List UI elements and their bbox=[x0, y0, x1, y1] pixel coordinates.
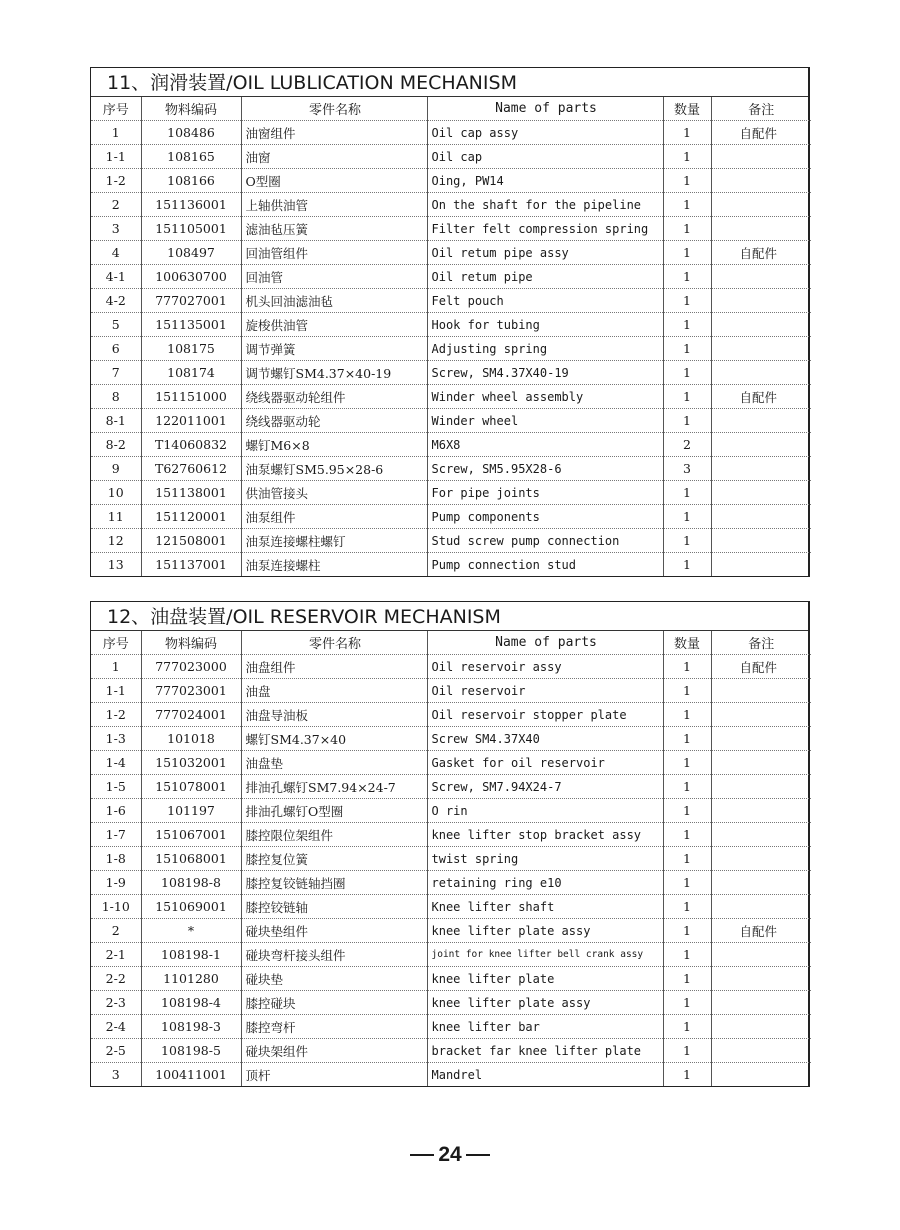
table-cell: 151032001 bbox=[141, 751, 241, 775]
table-cell bbox=[711, 679, 811, 703]
table-cell bbox=[711, 823, 811, 847]
table-row bbox=[91, 1015, 811, 1039]
table-cell: 自配件 bbox=[711, 121, 811, 145]
section-title: 12、油盘装置/OIL RESERVOIR MECHANISM bbox=[91, 602, 808, 631]
table-cell: 3 bbox=[663, 457, 711, 481]
table-cell bbox=[711, 1039, 811, 1063]
table-cell: 顶杆 bbox=[241, 1063, 427, 1087]
table-row bbox=[91, 385, 811, 409]
table-cell: knee lifter plate bbox=[427, 967, 663, 991]
table-cell bbox=[711, 337, 811, 361]
table-cell: 1-2 bbox=[91, 169, 141, 193]
table-cell: 1 bbox=[663, 823, 711, 847]
table-cell: 3 bbox=[111, 1067, 120, 1082]
table-cell: 调节螺钉SM4.37×40-19 bbox=[241, 361, 427, 385]
table-cell: 8 bbox=[91, 385, 141, 409]
table-cell: 1 bbox=[663, 505, 711, 529]
table-cell: T14060832 bbox=[141, 433, 241, 457]
table-cell: 上轴供油管 bbox=[241, 193, 427, 217]
table-cell: 5 bbox=[91, 313, 141, 337]
table-cell: 油盘垫 bbox=[241, 751, 427, 775]
table-cell: 膝控复铰链轴挡圈 bbox=[241, 871, 427, 895]
table-cell: 1-7 bbox=[91, 823, 141, 847]
table-cell: 自配件 bbox=[711, 655, 811, 679]
table-cell: knee lifter plate assy bbox=[427, 991, 663, 1015]
table-cell: 1 bbox=[663, 145, 711, 169]
table-cell: 4-1 bbox=[91, 265, 141, 289]
table-cell: Oil cap assy bbox=[427, 121, 663, 145]
table-cell: 1 bbox=[663, 847, 711, 871]
table-cell: 1-9 bbox=[91, 871, 141, 895]
table-cell: Gasket for oil reservoir bbox=[427, 751, 663, 775]
table-cell: 151120001 bbox=[141, 505, 241, 529]
table-cell: 1 bbox=[663, 655, 711, 679]
table-cell: joint for knee lifter bell crank assy bbox=[427, 943, 663, 967]
table-cell: 油泵连接螺柱 bbox=[241, 553, 427, 577]
column-header: 物料编码 bbox=[141, 97, 241, 121]
table-cell bbox=[711, 1015, 811, 1039]
table-cell bbox=[711, 313, 811, 337]
table-cell: 151136001 bbox=[141, 193, 241, 217]
table-row bbox=[91, 289, 811, 313]
table-cell: 1 bbox=[663, 289, 711, 313]
dash-right bbox=[466, 1154, 490, 1156]
table-cell: 旋梭供油管 bbox=[241, 313, 427, 337]
table-row bbox=[91, 145, 811, 169]
table-cell: 1-3 bbox=[91, 727, 141, 751]
table-cell: 膝控限位架组件 bbox=[241, 823, 427, 847]
table-cell: O型圈 bbox=[241, 169, 427, 193]
table-cell: 螺钉M6×8 bbox=[241, 433, 427, 457]
table-cell: On the shaft for the pipeline bbox=[427, 193, 663, 217]
table-row bbox=[91, 241, 811, 265]
table-cell: 6 bbox=[91, 337, 141, 361]
table-cell: knee lifter stop bracket assy bbox=[427, 823, 663, 847]
table-cell: bracket far knee lifter plate bbox=[427, 1039, 663, 1063]
table-row bbox=[91, 529, 811, 553]
table-cell: 108166 bbox=[141, 169, 241, 193]
table-cell: 膝控复位簧 bbox=[241, 847, 427, 871]
table-row bbox=[91, 217, 811, 241]
table-cell bbox=[711, 529, 811, 553]
table-cell: 108198-3 bbox=[141, 1015, 241, 1039]
table-cell: 1 bbox=[663, 775, 711, 799]
table-cell: Screw, SM5.95X28-6 bbox=[427, 457, 663, 481]
table-cell: 13 bbox=[107, 557, 124, 572]
table-cell: 油泵组件 bbox=[241, 505, 427, 529]
table-cell: Oil cap bbox=[427, 145, 663, 169]
table-cell: 螺钉SM4.37×40 bbox=[241, 727, 427, 751]
table-cell: 自配件 bbox=[711, 919, 811, 943]
table-row bbox=[91, 703, 811, 727]
table-cell: 8-2 bbox=[91, 433, 141, 457]
table-cell: 1 bbox=[663, 967, 711, 991]
table-cell: 1-8 bbox=[91, 847, 141, 871]
table-row bbox=[91, 823, 811, 847]
table-cell: Oil retum pipe assy bbox=[427, 241, 663, 265]
table-cell: knee lifter plate assy bbox=[427, 919, 663, 943]
table-row bbox=[91, 991, 811, 1015]
table-cell: 2-5 bbox=[91, 1039, 141, 1063]
column-header: 备注 bbox=[711, 97, 811, 121]
table-cell: Oil reservoir stopper plate bbox=[427, 703, 663, 727]
parts-table bbox=[91, 97, 811, 576]
table-cell: 1 bbox=[91, 655, 141, 679]
table-cell: 1 bbox=[663, 871, 711, 895]
table-cell: 1 bbox=[663, 553, 711, 577]
table-cell: 108497 bbox=[141, 241, 241, 265]
table-cell bbox=[711, 1063, 811, 1087]
table-cell: Winder wheel assembly bbox=[427, 385, 663, 409]
table-cell: 2-1 bbox=[91, 943, 141, 967]
table-row bbox=[91, 361, 811, 385]
table-cell: 1-10 bbox=[91, 895, 141, 919]
table-cell: 油盘 bbox=[241, 679, 427, 703]
table-row bbox=[91, 751, 811, 775]
dash-left bbox=[410, 1154, 434, 1156]
table-cell: Pump components bbox=[427, 505, 663, 529]
table-cell: Screw SM4.37X40 bbox=[427, 727, 663, 751]
table-cell: 1 bbox=[663, 703, 711, 727]
table-cell: 1 bbox=[663, 991, 711, 1015]
table-cell: 108175 bbox=[141, 337, 241, 361]
table-cell: 排油孔螺钉O型圈 bbox=[241, 799, 427, 823]
table-cell: 绕线器驱动轮组件 bbox=[241, 385, 427, 409]
table-cell: 1-4 bbox=[91, 751, 141, 775]
table-cell bbox=[711, 775, 811, 799]
table-cell bbox=[711, 145, 811, 169]
table-cell: 108174 bbox=[141, 361, 241, 385]
table-cell: * bbox=[141, 919, 241, 943]
table-cell: 108486 bbox=[141, 121, 241, 145]
table-cell: 108165 bbox=[141, 145, 241, 169]
table-row bbox=[91, 337, 811, 361]
table-cell: twist spring bbox=[427, 847, 663, 871]
table-cell: 1 bbox=[663, 1039, 711, 1063]
table-cell: 1-6 bbox=[91, 799, 141, 823]
table-cell: 1 bbox=[663, 385, 711, 409]
table-cell: Oil retum pipe bbox=[427, 265, 663, 289]
table-cell: 1 bbox=[663, 241, 711, 265]
table-cell: 1 bbox=[663, 1015, 711, 1039]
table-cell: 2 bbox=[663, 433, 711, 457]
table-cell: knee lifter bar bbox=[427, 1015, 663, 1039]
table-cell: 1 bbox=[663, 529, 711, 553]
column-header: 备注 bbox=[711, 631, 811, 655]
column-header: Name of parts bbox=[427, 97, 663, 121]
table-cell: 108198-5 bbox=[141, 1039, 241, 1063]
table-row bbox=[91, 871, 811, 895]
table-row bbox=[91, 265, 811, 289]
table-cell: Oil reservoir assy bbox=[427, 655, 663, 679]
table-cell: 12 bbox=[91, 529, 141, 553]
table-row bbox=[91, 919, 811, 943]
table-cell: Mandrel bbox=[427, 1063, 663, 1087]
table-cell: 3 bbox=[91, 217, 141, 241]
table-cell bbox=[711, 289, 811, 313]
table-cell: 机头回油滤油毡 bbox=[241, 289, 427, 313]
table-cell: 滤油毡压簧 bbox=[241, 217, 427, 241]
table-row bbox=[91, 313, 811, 337]
table-cell: 膝控铰链轴 bbox=[241, 895, 427, 919]
table-cell: 油盘导油板 bbox=[241, 703, 427, 727]
column-header: 数量 bbox=[663, 97, 711, 121]
table-cell: 1 bbox=[663, 727, 711, 751]
table-cell: 油盘组件 bbox=[241, 655, 427, 679]
table-cell: Screw, SM4.37X40-19 bbox=[427, 361, 663, 385]
table-row bbox=[91, 799, 811, 823]
table-cell: 2-4 bbox=[91, 1015, 141, 1039]
table-cell: 151137001 bbox=[141, 553, 241, 577]
table-cell bbox=[711, 409, 811, 433]
table-cell: 1 bbox=[663, 409, 711, 433]
table-cell: 1101280 bbox=[141, 967, 241, 991]
table-cell bbox=[711, 361, 811, 385]
table-cell: 7 bbox=[91, 361, 141, 385]
table-cell bbox=[711, 217, 811, 241]
table-cell: 2-2 bbox=[91, 967, 141, 991]
table-cell: 1 bbox=[663, 169, 711, 193]
table-cell bbox=[711, 799, 811, 823]
table-cell: 碰块垫组件 bbox=[241, 919, 427, 943]
table-row bbox=[91, 481, 811, 505]
table-cell: 绕线器驱动轮 bbox=[241, 409, 427, 433]
column-header: Name of parts bbox=[427, 631, 663, 655]
table-cell: 1 bbox=[663, 313, 711, 337]
table-cell: 151151000 bbox=[141, 385, 241, 409]
table-cell: Screw, SM7.94X24-7 bbox=[427, 775, 663, 799]
table-row bbox=[91, 847, 811, 871]
table-cell: 1 bbox=[663, 265, 711, 289]
table-row bbox=[91, 505, 811, 529]
table-cell: 777027001 bbox=[141, 289, 241, 313]
table-cell: 151138001 bbox=[141, 481, 241, 505]
column-header: 零件名称 bbox=[241, 97, 427, 121]
table-cell: 1 bbox=[663, 799, 711, 823]
table-cell: 777023000 bbox=[141, 655, 241, 679]
section-title: 11、润滑装置/OIL LUBLICATION MECHANISM bbox=[91, 68, 808, 97]
table-cell: 膝控弯杆 bbox=[241, 1015, 427, 1039]
table-cell: 油窗组件 bbox=[241, 121, 427, 145]
table-cell: 100630700 bbox=[141, 265, 241, 289]
table-cell: 108198-8 bbox=[141, 871, 241, 895]
table-cell: 油窗 bbox=[241, 145, 427, 169]
table-cell bbox=[711, 265, 811, 289]
table-cell: 排油孔螺钉SM7.94×24-7 bbox=[241, 775, 427, 799]
table-cell: 121508001 bbox=[141, 529, 241, 553]
table-cell: 回油管 bbox=[241, 265, 427, 289]
table-row bbox=[91, 679, 811, 703]
table-cell: 1 bbox=[91, 121, 141, 145]
table-row bbox=[91, 121, 811, 145]
table-row bbox=[91, 655, 811, 679]
table-cell: 1 bbox=[663, 679, 711, 703]
table-cell: 100411001 bbox=[141, 1063, 241, 1087]
table-cell bbox=[711, 193, 811, 217]
table-cell: Knee lifter shaft bbox=[427, 895, 663, 919]
table-cell: 油泵连接螺柱螺钉 bbox=[241, 529, 427, 553]
table-cell: 1 bbox=[663, 361, 711, 385]
table-cell: 151069001 bbox=[141, 895, 241, 919]
table-cell: 122011001 bbox=[141, 409, 241, 433]
column-header: 序号 bbox=[91, 97, 141, 121]
table-cell: 1 bbox=[663, 121, 711, 145]
table-cell: 回油管组件 bbox=[241, 241, 427, 265]
section-oil-lubrication bbox=[90, 67, 810, 577]
table-cell: 调节弹簧 bbox=[241, 337, 427, 361]
table-cell: 碰块架组件 bbox=[241, 1039, 427, 1063]
table-cell: Adjusting spring bbox=[427, 337, 663, 361]
table-cell: Hook for tubing bbox=[427, 313, 663, 337]
table-cell: retaining ring e10 bbox=[427, 871, 663, 895]
table-cell: 1 bbox=[663, 481, 711, 505]
table-header bbox=[91, 631, 811, 655]
table-cell bbox=[711, 703, 811, 727]
table-cell: O rin bbox=[427, 799, 663, 823]
table-cell bbox=[711, 847, 811, 871]
table-cell: 1 bbox=[663, 193, 711, 217]
table-row bbox=[91, 1039, 811, 1063]
table-row bbox=[91, 1063, 811, 1087]
table-cell: 供油管接头 bbox=[241, 481, 427, 505]
table-cell bbox=[711, 481, 811, 505]
table-cell bbox=[711, 553, 811, 577]
table-cell: Felt pouch bbox=[427, 289, 663, 313]
table-cell: 1-2 bbox=[91, 703, 141, 727]
parts-table bbox=[91, 631, 811, 1086]
table-cell bbox=[711, 943, 811, 967]
table-cell: 1 bbox=[663, 217, 711, 241]
table-cell: 1 bbox=[663, 943, 711, 967]
table-row bbox=[91, 727, 811, 751]
table-cell bbox=[711, 727, 811, 751]
table-cell: Pump connection stud bbox=[427, 553, 663, 577]
table-cell: 4 bbox=[91, 241, 141, 265]
table-cell: 膝控碰块 bbox=[241, 991, 427, 1015]
table-cell: 1-1 bbox=[91, 679, 141, 703]
table-cell: 151067001 bbox=[141, 823, 241, 847]
table-cell: 777024001 bbox=[141, 703, 241, 727]
table-cell: 1 bbox=[663, 337, 711, 361]
table-cell: Stud screw pump connection bbox=[427, 529, 663, 553]
column-header: 数量 bbox=[663, 631, 711, 655]
table-row bbox=[91, 193, 811, 217]
table-cell: 1 bbox=[663, 895, 711, 919]
table-row bbox=[91, 775, 811, 799]
table-row bbox=[91, 943, 811, 967]
table-row bbox=[91, 169, 811, 193]
table-cell: 1-5 bbox=[91, 775, 141, 799]
table-cell bbox=[711, 169, 811, 193]
table-cell: 1 bbox=[663, 919, 711, 943]
table-cell: 碰块垫 bbox=[241, 967, 427, 991]
table-cell bbox=[711, 433, 811, 457]
table-cell bbox=[711, 967, 811, 991]
table-cell: Oing, PW14 bbox=[427, 169, 663, 193]
table-cell bbox=[711, 751, 811, 775]
table-cell: T62760612 bbox=[141, 457, 241, 481]
table-cell: Winder wheel bbox=[427, 409, 663, 433]
table-cell: Oil reservoir bbox=[427, 679, 663, 703]
table-cell: 777023001 bbox=[141, 679, 241, 703]
table-row bbox=[91, 433, 811, 457]
table-cell bbox=[711, 505, 811, 529]
table-row bbox=[91, 409, 811, 433]
table-cell: 2 bbox=[91, 193, 141, 217]
table-cell: 151068001 bbox=[141, 847, 241, 871]
table-row bbox=[91, 967, 811, 991]
table-row bbox=[91, 457, 811, 481]
table-cell: 101197 bbox=[141, 799, 241, 823]
table-cell: 11 bbox=[91, 505, 141, 529]
table-cell: 108198-1 bbox=[141, 943, 241, 967]
table-cell: 151135001 bbox=[141, 313, 241, 337]
table-cell: 2-3 bbox=[91, 991, 141, 1015]
column-header: 物料编码 bbox=[141, 631, 241, 655]
table-cell: 151105001 bbox=[141, 217, 241, 241]
table-cell: 4-2 bbox=[91, 289, 141, 313]
table-cell bbox=[711, 457, 811, 481]
column-header: 零件名称 bbox=[241, 631, 427, 655]
table-row bbox=[91, 553, 811, 577]
table-cell: 101018 bbox=[141, 727, 241, 751]
table-cell: M6X8 bbox=[427, 433, 663, 457]
table-header bbox=[91, 97, 811, 121]
table-cell: Filter felt compression spring bbox=[427, 217, 663, 241]
table-cell: 10 bbox=[91, 481, 141, 505]
table-cell bbox=[711, 895, 811, 919]
page-number bbox=[0, 1143, 900, 1167]
table-cell: 9 bbox=[91, 457, 141, 481]
table-cell: 8-1 bbox=[91, 409, 141, 433]
table-cell bbox=[711, 991, 811, 1015]
table-row bbox=[91, 895, 811, 919]
table-cell: 油泵螺钉SM5.95×28-6 bbox=[241, 457, 427, 481]
table-cell: 1-1 bbox=[91, 145, 141, 169]
table-cell: 151078001 bbox=[141, 775, 241, 799]
column-header: 序号 bbox=[91, 631, 141, 655]
page-number-text: 24 bbox=[438, 1143, 462, 1166]
table-cell: For pipe joints bbox=[427, 481, 663, 505]
table-cell: 自配件 bbox=[711, 385, 811, 409]
table-cell: 1 bbox=[663, 751, 711, 775]
table-cell: 1 bbox=[663, 1063, 711, 1087]
table-cell bbox=[711, 871, 811, 895]
table-cell: 自配件 bbox=[711, 241, 811, 265]
section-oil-reservoir bbox=[90, 601, 810, 1087]
table-cell: 2 bbox=[91, 919, 141, 943]
table-cell: 碰块弯杆接头组件 bbox=[241, 943, 427, 967]
table-cell: 108198-4 bbox=[141, 991, 241, 1015]
